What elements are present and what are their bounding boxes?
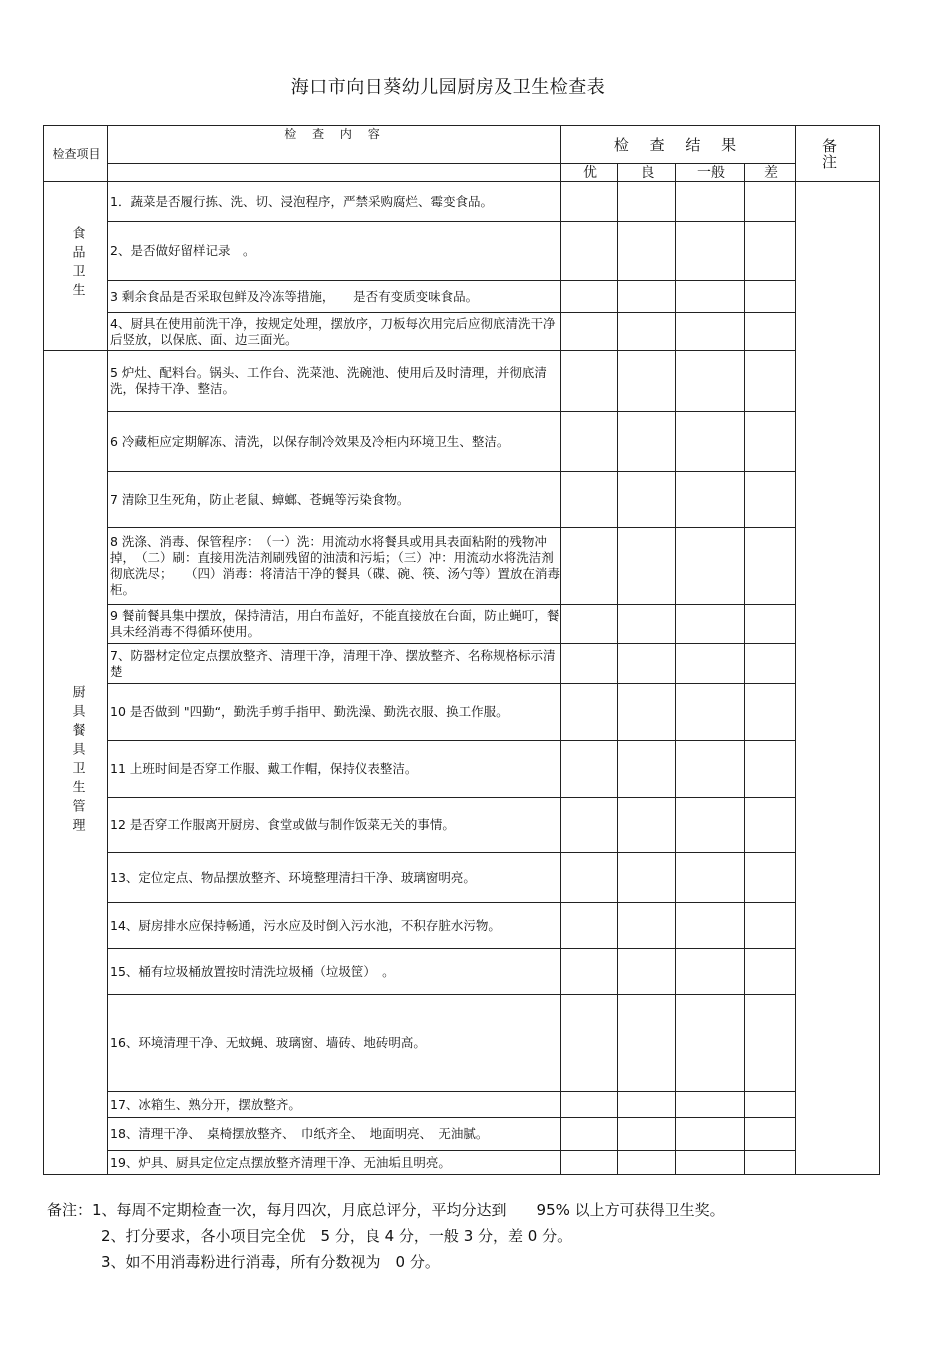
score-cell-poor[interactable] [745, 528, 796, 605]
score-cell-average[interactable] [676, 182, 745, 222]
item-content: 17、冰箱生、熟分开，摆放整齐。 [108, 1092, 561, 1118]
category-label: 食品卫生 [69, 226, 85, 302]
table-row [44, 281, 880, 313]
category-cell [44, 351, 108, 1175]
score-cell-average[interactable] [676, 853, 745, 903]
score-cell-excellent[interactable] [561, 798, 618, 853]
item-content: 16、环境清理干净、无蚊蝇、玻璃窗、墙砖、地砖明高。 [108, 995, 561, 1092]
score-cell-poor[interactable] [745, 684, 796, 741]
score-cell-average[interactable] [676, 1151, 745, 1175]
score-cell-average[interactable] [676, 949, 745, 995]
table-row [44, 853, 880, 903]
score-cell-excellent[interactable] [561, 903, 618, 949]
score-cell-poor[interactable] [745, 644, 796, 684]
grade-average: 一般 [676, 164, 745, 182]
score-cell-excellent[interactable] [561, 412, 618, 472]
score-cell-average[interactable] [676, 351, 745, 412]
table-row [44, 313, 880, 351]
item-content: 5 炉灶、配料台。锅头、工作台、洗菜池、洗碗池、使用后及时清理，并彻底清洗，保持干净、整洁。 [108, 351, 561, 412]
table-row [44, 351, 880, 412]
score-cell-average[interactable] [676, 222, 745, 281]
score-cell-poor[interactable] [745, 1118, 796, 1151]
table-row [44, 995, 880, 1092]
score-cell-poor[interactable] [745, 222, 796, 281]
score-cell-good[interactable] [618, 684, 676, 741]
score-cell-excellent[interactable] [561, 313, 618, 351]
table-row [44, 222, 880, 281]
grade-poor: 差 [745, 164, 796, 182]
table-row [44, 528, 880, 605]
score-cell-good[interactable] [618, 903, 676, 949]
item-content: 6 冷藏柜应定期解冻、清洗，以保存制冷效果及冷柜内环境卫生、整洁。 [108, 412, 561, 472]
item-content: 2、是否做好留样记录 。 [108, 222, 561, 281]
score-cell-excellent[interactable] [561, 1118, 618, 1151]
score-cell-excellent[interactable] [561, 995, 618, 1092]
item-content: 11 上班时间是否穿工作服、戴工作帽，保持仪表整洁。 [108, 741, 561, 798]
score-cell-good[interactable] [618, 949, 676, 995]
table-row [44, 684, 880, 741]
score-cell-excellent[interactable] [561, 182, 618, 222]
table-row [44, 903, 880, 949]
score-cell-good[interactable] [618, 644, 676, 684]
score-cell-poor[interactable] [745, 741, 796, 798]
score-cell-excellent[interactable] [561, 1092, 618, 1118]
score-cell-excellent[interactable] [561, 949, 618, 995]
score-cell-excellent[interactable] [561, 528, 618, 605]
score-cell-poor[interactable] [745, 1092, 796, 1118]
score-cell-good[interactable] [618, 412, 676, 472]
table-row [44, 741, 880, 798]
item-content: 12 是否穿工作服离开厨房、食堂或做与制作饭菜无关的事情。 [108, 798, 561, 853]
header-result: 检 查 结 果 [561, 126, 796, 164]
score-cell-poor[interactable] [745, 412, 796, 472]
table-row [44, 798, 880, 853]
score-cell-average[interactable] [676, 903, 745, 949]
score-cell-good[interactable] [618, 222, 676, 281]
score-cell-average[interactable] [676, 684, 745, 741]
item-content: 15、桶有垃圾桶放置按时清洗垃圾桶（垃圾筐） 。 [108, 949, 561, 995]
score-cell-average[interactable] [676, 798, 745, 853]
item-content: 14、厨房排水应保持畅通，污水应及时倒入污水池，不积存脏水污物。 [108, 903, 561, 949]
header-content-spacer [108, 164, 561, 182]
score-cell-poor[interactable] [745, 949, 796, 995]
score-cell-good[interactable] [618, 1118, 676, 1151]
item-content: 10 是否做到 "四勤“，勤洗手剪手指甲、勤洗澡、勤洗衣服、换工作服。 [108, 684, 561, 741]
inspection-table [43, 125, 880, 1175]
table-row [44, 605, 880, 644]
score-cell-good[interactable] [618, 1092, 676, 1118]
grade-good: 良 [618, 164, 676, 182]
score-cell-excellent[interactable] [561, 684, 618, 741]
category-label: 厨具餐具卫生管理 [69, 684, 85, 837]
score-cell-poor[interactable] [745, 903, 796, 949]
score-cell-average[interactable] [676, 644, 745, 684]
score-cell-poor[interactable] [745, 313, 796, 351]
score-cell-average[interactable] [676, 1092, 745, 1118]
item-content: 9 餐前餐具集中摆放，保持清洁，用白布盖好，不能直接放在台面，防止蝇叮，餐具未经消毒不得循环使用。 [108, 605, 561, 644]
score-cell-good[interactable] [618, 472, 676, 528]
score-cell-poor[interactable] [745, 281, 796, 313]
score-cell-poor[interactable] [745, 1151, 796, 1175]
score-cell-poor[interactable] [745, 182, 796, 222]
score-cell-good[interactable] [618, 1151, 676, 1175]
score-cell-average[interactable] [676, 313, 745, 351]
note-cell[interactable] [796, 182, 880, 1175]
score-cell-average[interactable] [676, 281, 745, 313]
score-cell-excellent[interactable] [561, 644, 618, 684]
score-cell-good[interactable] [618, 182, 676, 222]
score-cell-excellent[interactable] [561, 281, 618, 313]
table-row [44, 949, 880, 995]
score-cell-good[interactable] [618, 351, 676, 412]
header-note: 备 注 [796, 126, 880, 182]
item-content: 8 洗涤、消毒、保管程序： （一）洗：用流动水将餐具或用具表面粘附的残物冲掉， （二）刷：直接用洗洁剂刷残留的油渍和污垢；（三）冲：用流动水将洗洁剂彻底洗尽； （四）消毒：将清洁干净的餐具（碟、碗、筷、汤勺等）置放在消毒柜。 [108, 528, 561, 605]
note-line: 3、如不用消毒粉进行消毒，所有分数视为 0 分。 [101, 1253, 440, 1271]
item-content: 18、清理干净、 桌椅摆放整齐、 巾纸齐全、 地面明亮、 无油腻。 [108, 1118, 561, 1151]
table-row [44, 472, 880, 528]
score-cell-excellent[interactable] [561, 472, 618, 528]
category-cell [44, 182, 108, 351]
score-cell-good[interactable] [618, 313, 676, 351]
score-cell-good[interactable] [618, 528, 676, 605]
item-content: 13、定位定点、物品摆放整齐、环境整理清扫干净、玻璃窗明亮。 [108, 853, 561, 903]
notes-section [47, 1197, 725, 1275]
score-cell-poor[interactable] [745, 853, 796, 903]
score-cell-average[interactable] [676, 741, 745, 798]
score-cell-poor[interactable] [745, 351, 796, 412]
item-content: 7、防器材定位定点摆放整齐、清理干净，清理干净、摆放整齐、名称规格标示清楚 [108, 644, 561, 684]
score-cell-average[interactable] [676, 605, 745, 644]
score-cell-excellent[interactable] [561, 351, 618, 412]
score-cell-poor[interactable] [745, 472, 796, 528]
score-cell-good[interactable] [618, 281, 676, 313]
score-cell-excellent[interactable] [561, 222, 618, 281]
score-cell-excellent[interactable] [561, 605, 618, 644]
table-row [44, 412, 880, 472]
score-cell-average[interactable] [676, 1118, 745, 1151]
score-cell-average[interactable] [676, 995, 745, 1092]
score-cell-good[interactable] [618, 741, 676, 798]
item-content: 19、炉具、厨具定位定点摆放整齐清理干净、无油垢且明亮。 [108, 1151, 561, 1175]
score-cell-good[interactable] [618, 605, 676, 644]
item-content: 7 清除卫生死角，防止老鼠、蟑螂、苍蝇等污染食物。 [108, 472, 561, 528]
score-cell-good[interactable] [618, 853, 676, 903]
page-title: 海口市向日葵幼儿园厨房及卫生检查表 [290, 77, 606, 98]
score-cell-average[interactable] [676, 412, 745, 472]
table-row [44, 182, 880, 222]
item-content: 3 剩余食品是否采取包鲜及冷冻等措施， 是否有变质变味食品。 [108, 281, 561, 313]
table-row [44, 644, 880, 684]
note-line: 备注：1、每周不定期检查一次，每月四次，月底总评分，平均分达到 95% 以上方可获得卫生奖。 [47, 1201, 725, 1219]
score-cell-poor[interactable] [745, 798, 796, 853]
score-cell-poor[interactable] [745, 605, 796, 644]
header-category: 检查项目 [44, 126, 108, 182]
note-line: 2、打分要求，各小项目完全优 5 分，良 4 分，一般 3 分，差 0 分。 [101, 1227, 573, 1245]
score-cell-average[interactable] [676, 472, 745, 528]
item-content: 1．蔬菜是否履行拣、洗、切、浸泡程序，严禁采购腐烂、霉变食品。 [108, 182, 561, 222]
table-row [44, 1118, 880, 1151]
score-cell-average[interactable] [676, 528, 745, 605]
header-content: 检 查 内 容 [108, 126, 561, 164]
table-row [44, 1151, 880, 1175]
item-content: 4、厨具在使用前洗干净，按规定处理，摆放序，刀板每次用完后应彻底清洗干净后竖放，以保底、面、边三面光。 [108, 313, 561, 351]
table-row [44, 1092, 880, 1118]
score-cell-good[interactable] [618, 798, 676, 853]
score-cell-excellent[interactable] [561, 853, 618, 903]
score-cell-poor[interactable] [745, 995, 796, 1092]
score-cell-excellent[interactable] [561, 741, 618, 798]
score-cell-good[interactable] [618, 995, 676, 1092]
grade-excellent: 优 [561, 164, 618, 182]
score-cell-excellent[interactable] [561, 1151, 618, 1175]
